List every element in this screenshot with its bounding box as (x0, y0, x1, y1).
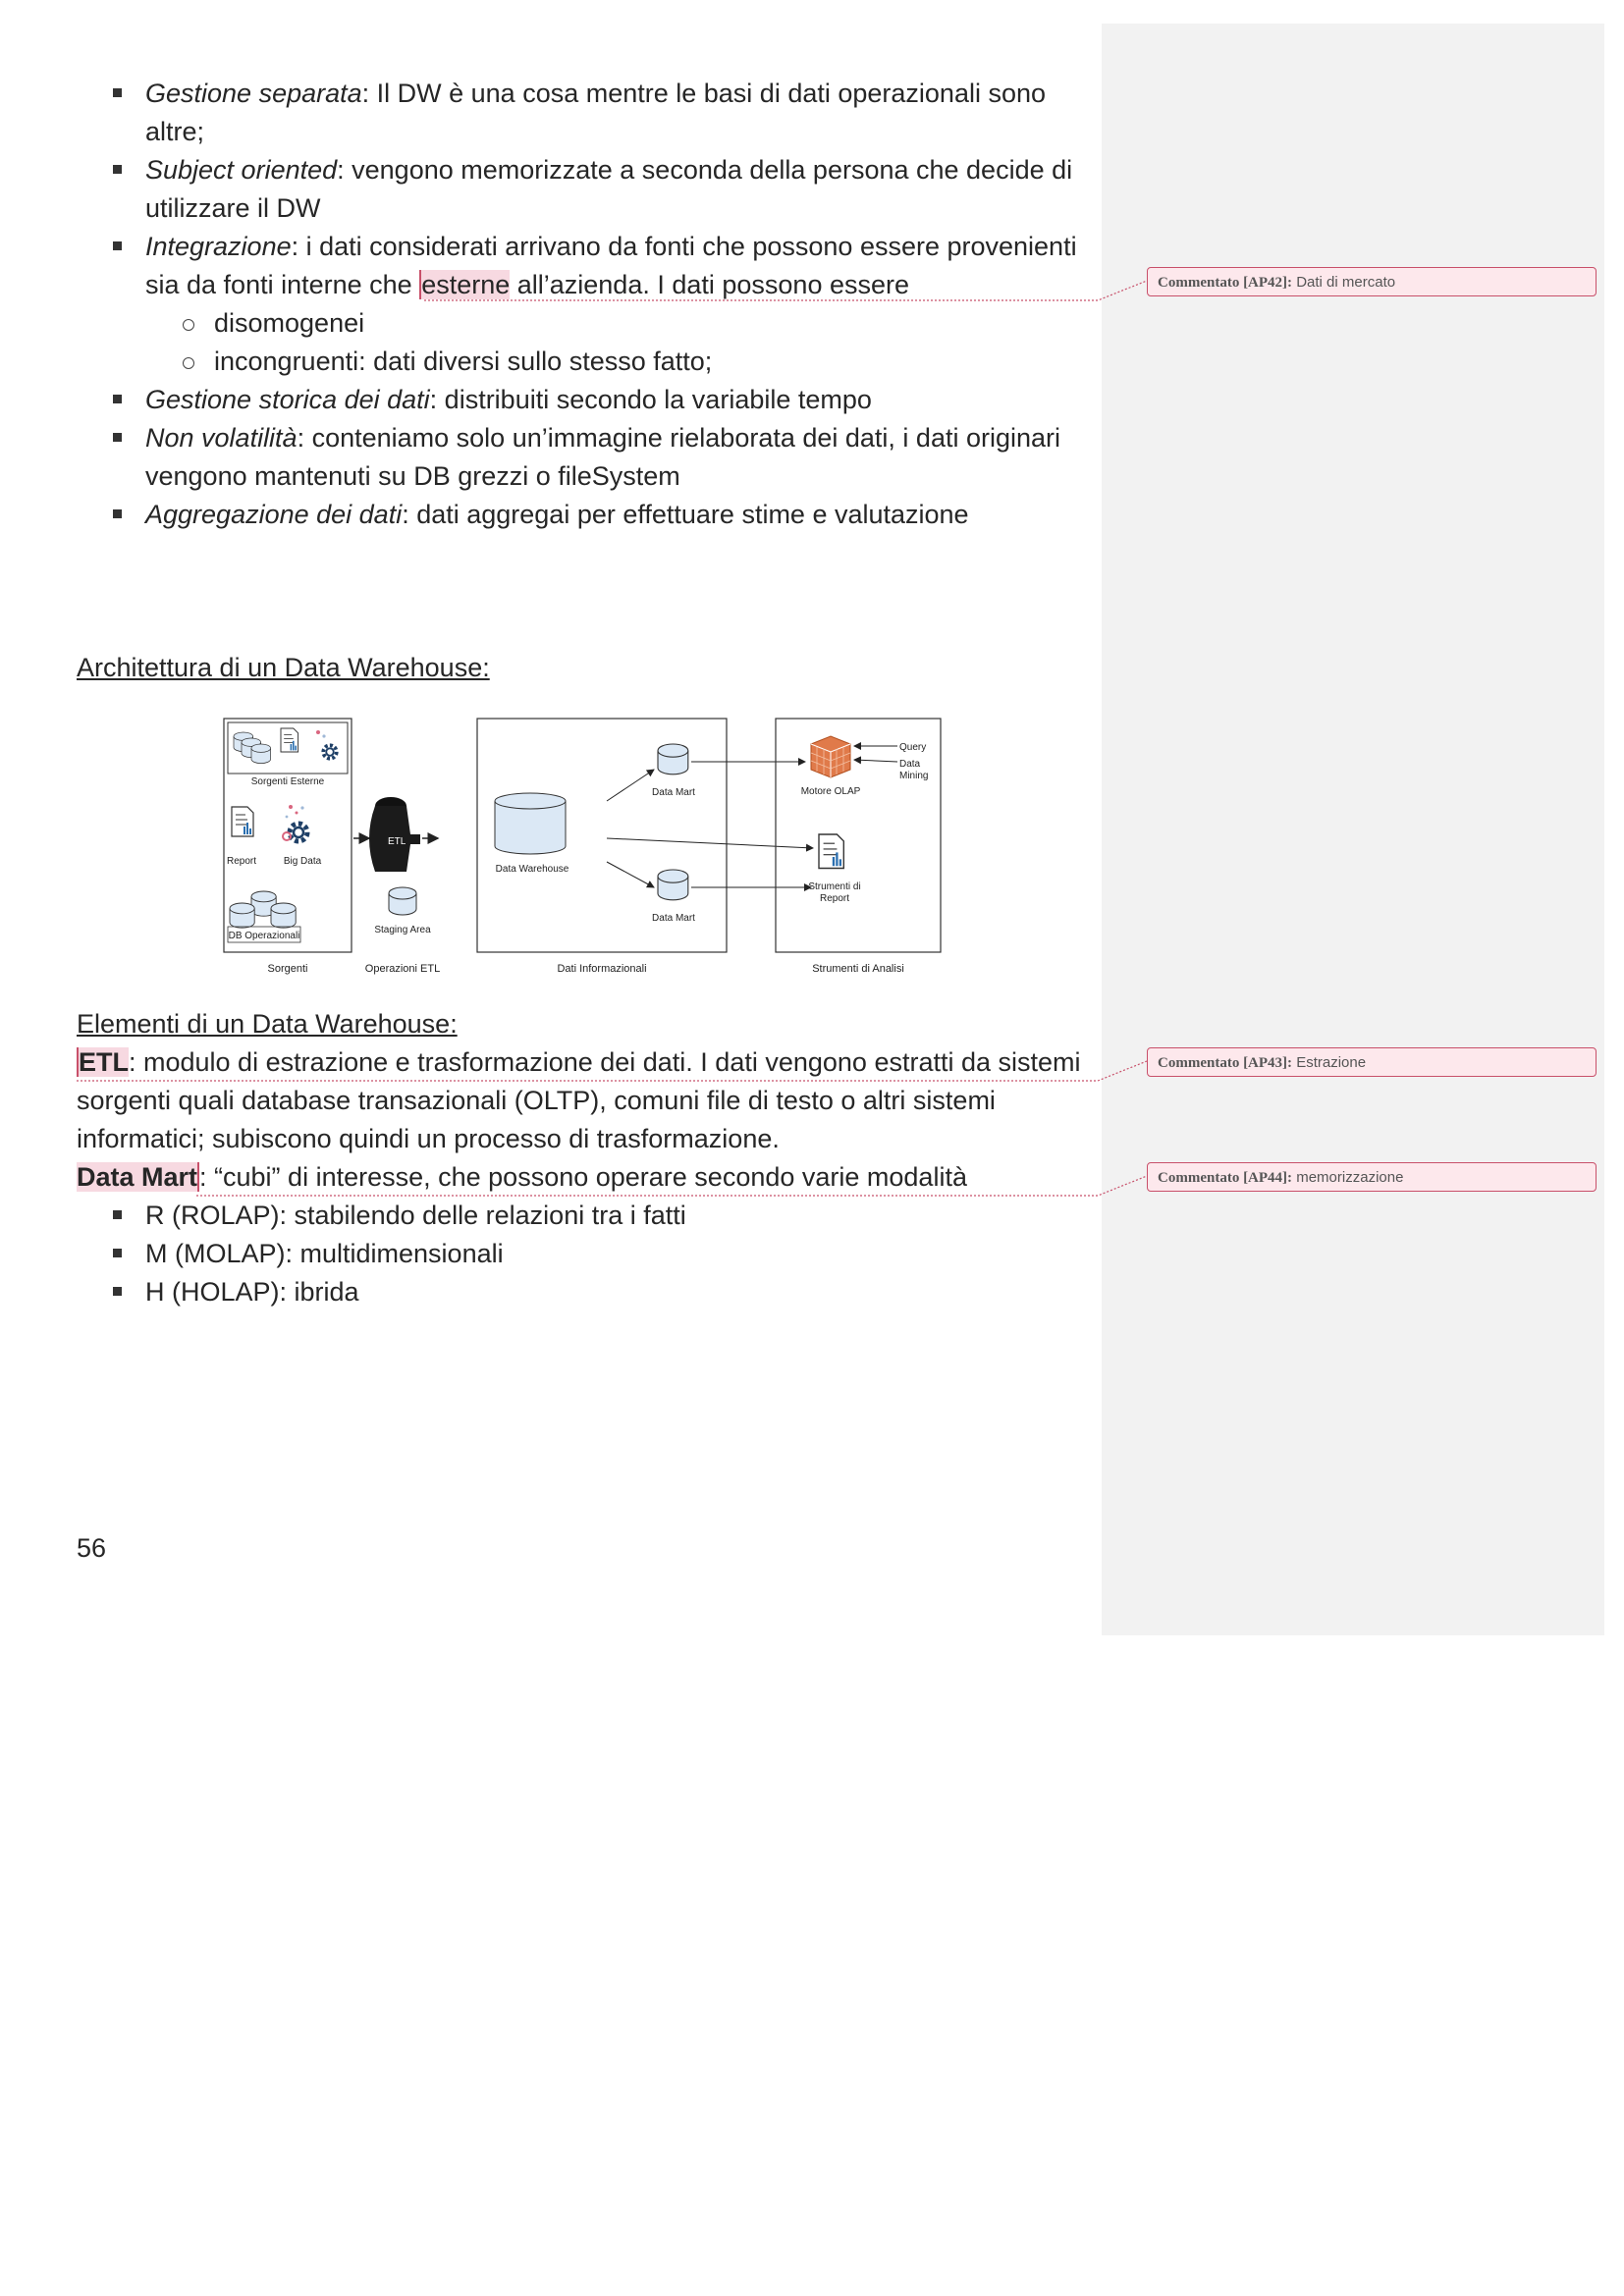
term: Aggregazione dei dati (145, 500, 403, 529)
staging-area-label: Staging Area (374, 925, 431, 935)
list-item: M (MOLAP): multidimensionali (77, 1235, 1098, 1273)
bigdata-label: Big Data (283, 856, 322, 867)
sources-caption: Sorgenti (267, 963, 308, 975)
item-text: : dati aggregai per effettuare stime e valutazione (402, 500, 969, 529)
report-tools-label-2: Report (819, 893, 850, 904)
commented-text-ap44[interactable]: Data Mart (77, 1162, 198, 1192)
architecture-heading: Architettura di un Data Warehouse: (77, 653, 490, 682)
item-text: : conteniamo solo un’immagine rielaborata dei dati, i dati originari vengono mantenuti su DB grezzi o fileSystem (145, 423, 1061, 491)
page-number: 56 (77, 1533, 107, 1563)
paragraph-text: : modulo di estrazione e trasformazione dei dati. I dati vengono estratti da sistemi sorgenti quali database transazionali (OLTP), comuni file di testo o altri sistemi informatici; subiscono quindi un processo di trasformazione. (77, 1047, 1081, 1153)
query-label: Query (899, 742, 927, 753)
commented-text-ap43[interactable]: ETL (79, 1047, 129, 1077)
report-tools-label-1: Strumenti di (808, 881, 861, 892)
comment-label: Commentato [AP42]: (1158, 275, 1293, 291)
item-text: all’azienda. I dati possono essere (510, 270, 910, 299)
item-text: : Il DW è una cosa mentre le basi di dati operazionali sono altre; (145, 79, 1047, 146)
term: Non volatilità (145, 423, 298, 453)
data-mart-bottom-label: Data Mart (652, 913, 695, 924)
comment-ap42[interactable] (1147, 267, 1597, 296)
analysis-caption: Strumenti di Analisi (812, 963, 904, 975)
list-item: R (ROLAP): stabilendo delle relazioni tra i fatti (77, 1197, 1098, 1235)
comment-text: Dati di mercato (1296, 274, 1396, 291)
term: Gestione separata (145, 79, 362, 108)
elements-heading: Elementi di un Data Warehouse: (77, 1009, 458, 1039)
term: Gestione storica dei dati (145, 385, 430, 414)
comment-label: Commentato [AP43]: (1158, 1055, 1293, 1071)
data-mining-label-1: Data (899, 759, 921, 770)
sub-item: disomogenei (145, 304, 1098, 343)
etl-funnel-label: ETL (388, 836, 406, 847)
comment-ap43[interactable] (1147, 1047, 1597, 1077)
item-text: : distribuiti secondo la variabile tempo (429, 385, 872, 414)
external-sources-label: Sorgenti Esterne (250, 776, 325, 787)
term: Subject oriented (145, 155, 338, 185)
info-caption: Dati Informazionali (557, 963, 647, 975)
comment-text: Estrazione (1296, 1054, 1367, 1071)
term: Integrazione (145, 232, 292, 261)
sub-item: incongruenti: dati diversi sullo stesso fatto; (145, 343, 1098, 381)
item-text: : vengono memorizzate a seconda della persona che decide di utilizzare il DW (145, 155, 1073, 223)
item-text: : i dati considerati arrivano da fonti che possono essere provenienti sia da fonti interne che (145, 232, 1077, 299)
data-mining-label-2: Mining (899, 771, 929, 781)
olap-engine-label: Motore OLAP (800, 786, 861, 797)
data-mart-top-label: Data Mart (652, 787, 695, 798)
report-label: Report (226, 856, 257, 867)
db-operational-label: DB Operazionali (228, 931, 300, 941)
paragraph-text: : “cubi” di interesse, che possono operare secondo varie modalità (199, 1162, 967, 1192)
list-item: H (HOLAP): ibrida (77, 1273, 1098, 1311)
etl-caption: Operazioni ETL (364, 963, 441, 975)
comment-label: Commentato [AP44]: (1158, 1170, 1293, 1186)
comment-ap44[interactable] (1147, 1162, 1597, 1192)
commented-text-ap42[interactable]: esterne (421, 270, 511, 299)
data-warehouse-label: Data Warehouse (495, 864, 569, 875)
comment-text: memorizzazione (1296, 1169, 1404, 1186)
